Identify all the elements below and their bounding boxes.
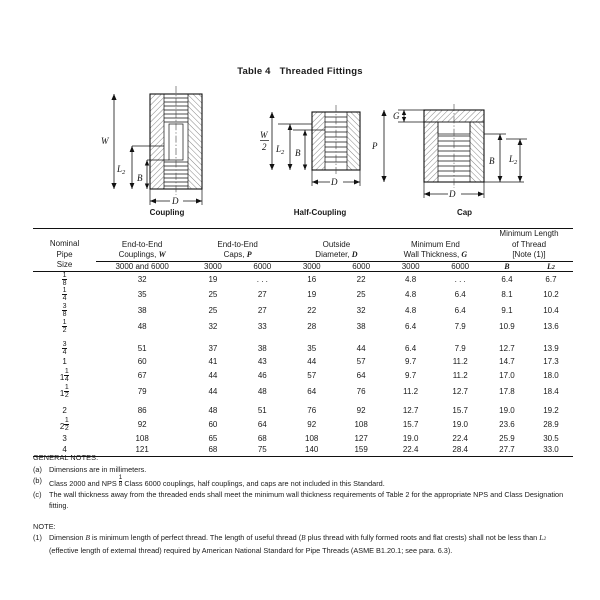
- cell-p6000: 75: [257, 445, 267, 455]
- cell-l2: 28.9: [543, 420, 559, 430]
- cell-nominal-size: 4: [62, 445, 67, 455]
- col-header-nominal-size: Nominal Pipe Size: [49, 239, 80, 269]
- subheader-couplings-3000-6000: 3000 and 6000: [115, 261, 169, 271]
- table-body: [33, 271, 573, 457]
- cell-w: 92: [137, 420, 147, 430]
- subheader-diameter-6000: 6000: [352, 261, 371, 271]
- page-title: [0, 66, 600, 77]
- cell-g6000: 11.2: [452, 371, 468, 380]
- cell-p6000: 68: [257, 433, 267, 443]
- dim-label-b: B: [295, 148, 301, 158]
- cell-w: 67: [137, 371, 147, 380]
- cell-g3000: 19.0: [402, 433, 419, 443]
- general-notes-heading: GENERAL NOTES:: [33, 453, 99, 462]
- general-note-c-mark: (c): [33, 490, 42, 500]
- general-note-a: [33, 464, 573, 475]
- cell-p6000: 38: [257, 343, 267, 353]
- cell-p3000: 19: [208, 274, 218, 284]
- cell-l2: 13.9: [543, 343, 559, 353]
- subheader-wall-3000: 3000: [401, 261, 420, 271]
- dim-label-2: 2: [262, 142, 267, 152]
- cell-p3000: 44: [208, 371, 218, 380]
- cell-nominal-size: $\frac{3}{8}$: [62, 303, 67, 319]
- table-row: [33, 341, 573, 357]
- cell-g3000: 15.7: [402, 420, 419, 430]
- cell-p6000: 48: [257, 386, 267, 396]
- cell-d3000: 35: [307, 343, 317, 353]
- dim-label-b: B: [489, 156, 495, 166]
- cell-g6000: 6.4: [454, 290, 466, 300]
- cell-l2: 18.4: [543, 386, 559, 396]
- cell-l2: 10.2: [543, 290, 559, 300]
- cell-b: 8.1: [501, 290, 513, 300]
- notes-section: [33, 452, 573, 556]
- cell-l2: 33.0: [543, 445, 559, 455]
- cell-d6000: 32: [356, 306, 366, 316]
- general-note-a-text: Dimensions are in millimeters.: [49, 464, 147, 474]
- cell-w: 38: [137, 306, 147, 316]
- cell-d3000: 16: [307, 274, 317, 284]
- subheader-thread-b: B: [504, 261, 510, 271]
- subheader-caps-3000: 3000: [204, 261, 222, 271]
- note-block: [33, 521, 573, 557]
- cell-nominal-size: 3: [62, 433, 67, 443]
- cell-g3000: 6.4: [405, 343, 417, 353]
- cell-p3000: 37: [208, 343, 218, 353]
- cell-b: 14.7: [499, 357, 515, 367]
- table-caption: Threaded Fittings: [279, 66, 363, 77]
- general-note-c-text: The wall thickness away from the threaded ends shall meet the minimum wall thickness requirements of Table 2 for the appropriate NPS and Class Designation fitting.: [49, 490, 564, 511]
- note-l2-symbol: L2: [539, 533, 547, 543]
- cell-p3000: 48: [208, 406, 218, 416]
- table-row: [33, 405, 573, 417]
- cell-nominal-size: $\frac{1}{2}$: [62, 318, 67, 334]
- col-header-outside-diameter: Outside Diameter, D: [287, 229, 386, 262]
- subheader-thread-l2: L2: [547, 261, 555, 271]
- cell-w: 32: [137, 274, 147, 284]
- cell-b: 10.9: [499, 321, 515, 331]
- col-header-end-to-end-caps: End-to-End Caps, P: [188, 229, 287, 262]
- cell-d3000: 140: [305, 445, 319, 455]
- cell-g6000: 28.4: [452, 445, 468, 455]
- cell-b: 17.0: [499, 371, 515, 380]
- table-row: [33, 384, 573, 400]
- cell-g6000: 7.9: [454, 321, 466, 331]
- cell-g6000: 22.4: [452, 433, 468, 443]
- cell-g6000: . . .: [454, 274, 466, 284]
- figure-coupling: [92, 84, 242, 224]
- cell-l2: 19.2: [543, 406, 559, 416]
- cell-g6000: 15.7: [452, 406, 468, 416]
- cell-nominal-size: $\frac{1}{8}$: [62, 271, 67, 287]
- cell-d6000: 44: [356, 343, 366, 353]
- note-1: [33, 532, 573, 556]
- cell-d6000: 64: [356, 371, 366, 380]
- coupling-drawing: [92, 84, 242, 208]
- table-number: Table 4: [237, 66, 271, 77]
- cell-nominal-size: $\frac{1}{4}$: [62, 287, 67, 303]
- cell-g6000: 6.4: [454, 306, 466, 316]
- table-row: [33, 271, 573, 287]
- cell-g6000: 11.2: [452, 357, 468, 367]
- cell-p6000: 43: [257, 357, 267, 367]
- note-1-text: Dimension B is minimum length of perfect thread. The length of useful thread (B plus thread with fully formed roots and flat crests) shall not be less than L2 (effective length of external thread) required by American National Standard for Pipe Threads (ASME B1.20.1; see para. 6.3).: [49, 533, 547, 556]
- general-note-a-mark: (a): [33, 464, 42, 474]
- dim-label-l2: $L_2$: [276, 144, 285, 156]
- cell-d3000: 22: [307, 306, 317, 316]
- cell-p6000: 27: [257, 290, 267, 300]
- cell-w: 121: [135, 445, 149, 455]
- cell-p3000: 68: [208, 445, 218, 455]
- col-header-end-to-end-couplings: End-to-End Couplings, W: [96, 229, 188, 262]
- cell-l2: 10.4: [543, 306, 559, 316]
- cell-d3000: 108: [305, 433, 319, 443]
- note-heading: NOTE:: [33, 521, 56, 531]
- cell-b: 27.7: [499, 445, 515, 455]
- cell-d6000: 76: [356, 386, 366, 396]
- cell-p3000: 60: [208, 420, 218, 430]
- table-row: [33, 417, 573, 433]
- cell-w: 108: [135, 433, 149, 443]
- cell-d3000: 44: [307, 357, 317, 367]
- cell-d3000: 28: [307, 321, 317, 331]
- general-note-b: [33, 475, 573, 489]
- subheader-caps-6000: 6000: [253, 261, 272, 271]
- cell-d6000: 108: [354, 420, 368, 430]
- cell-p6000: 27: [257, 306, 267, 316]
- cell-nominal-size: 2: [62, 406, 67, 416]
- cell-d6000: 92: [356, 406, 366, 416]
- cell-d6000: 127: [354, 433, 368, 443]
- dim-label-g: G: [393, 111, 400, 121]
- cell-g3000: 11.2: [403, 386, 419, 396]
- cell-l2: 6.7: [545, 274, 557, 284]
- note-1-mark: (1): [33, 533, 42, 543]
- table-row: [33, 319, 573, 335]
- col-header-min-length-of-thread: Minimum Length of Thread [Note (1)]: [485, 229, 573, 262]
- cell-nominal-size: 2 $\frac{1}{2}$: [59, 417, 69, 433]
- cell-d6000: 25: [356, 290, 366, 300]
- fraction-one-eighth: $\frac{1}{8}$: [118, 474, 123, 489]
- dim-label-l2: $L_2$: [117, 164, 126, 176]
- cell-nominal-size: 1 $\frac{1}{4}$: [59, 367, 69, 383]
- cell-l2: 18.0: [543, 371, 559, 380]
- cell-w: 79: [137, 386, 147, 396]
- table-row: [33, 433, 573, 445]
- cell-w: 51: [137, 343, 147, 353]
- cell-b: 17.8: [499, 386, 515, 396]
- cell-g3000: 6.4: [405, 321, 417, 331]
- subheader-diameter-3000: 3000: [302, 261, 321, 271]
- table-row: [33, 368, 573, 384]
- figure-caption-half-coupling: Half-Coupling: [293, 208, 347, 217]
- cell-l2: 13.6: [543, 321, 559, 331]
- cell-w: 86: [137, 406, 147, 416]
- cell-b: 9.1: [501, 306, 513, 316]
- cell-b: 19.0: [499, 406, 515, 416]
- cell-p6000: 64: [257, 420, 267, 430]
- cap-drawing: [372, 84, 557, 208]
- dim-label-p: P: [372, 141, 378, 151]
- cell-g3000: 12.7: [402, 406, 419, 416]
- threaded-fittings-table: [33, 228, 573, 457]
- figure-cap: [372, 84, 557, 224]
- cell-l2: 17.3: [543, 357, 559, 367]
- cell-d6000: 38: [356, 321, 366, 331]
- figure-caption-cap: Cap: [456, 208, 473, 217]
- general-note-b-text: Class 2000 and NPS $\frac{1}{8}$ Class 6000 couplings, half couplings, and caps are not included in this Standard.: [49, 474, 385, 489]
- half-coupling-drawing: [260, 84, 380, 208]
- cell-g6000: 7.9: [454, 343, 466, 353]
- cell-p6000: 51: [257, 406, 267, 416]
- cell-d3000: 57: [307, 371, 317, 380]
- table-row: [33, 303, 573, 319]
- table-row: [33, 356, 573, 368]
- general-note-c: [33, 489, 573, 511]
- cell-d3000: 92: [307, 420, 317, 430]
- cell-b: 25.9: [499, 433, 515, 443]
- dim-label-l2: $L_2$: [509, 154, 518, 166]
- subheader-wall-6000: 6000: [451, 261, 470, 271]
- dim-label-w: W: [101, 136, 109, 146]
- cell-nominal-size: $\frac{3}{4}$: [62, 340, 67, 356]
- figure-half-coupling: [260, 84, 380, 224]
- cell-w: 60: [137, 357, 147, 367]
- cell-b: 6.4: [501, 274, 513, 284]
- cell-p3000: 44: [208, 386, 218, 396]
- figure-caption-coupling: Coupling: [149, 208, 185, 217]
- cell-g3000: 4.8: [405, 306, 417, 316]
- cell-d6000: 57: [356, 357, 366, 367]
- cell-d6000: 22: [356, 274, 366, 284]
- data-table-container: [33, 228, 573, 457]
- general-note-b-mark: (b): [33, 476, 42, 486]
- cell-b: 12.7: [499, 343, 515, 353]
- table-row: [33, 287, 573, 303]
- cell-nominal-size: 1 $\frac{1}{2}$: [59, 383, 69, 399]
- cell-p6000: 33: [257, 321, 267, 331]
- dim-label-b: B: [137, 173, 143, 183]
- cell-g3000: 9.7: [405, 371, 417, 380]
- cell-g6000: 12.7: [452, 386, 468, 396]
- cell-p3000: 65: [208, 433, 218, 443]
- cell-g6000: 19.0: [452, 420, 468, 430]
- cell-g3000: 4.8: [405, 274, 417, 284]
- cell-g3000: 4.8: [405, 290, 417, 300]
- cell-d3000: 64: [307, 386, 317, 396]
- dim-label-d: D: [172, 196, 179, 206]
- cell-d3000: 76: [307, 406, 317, 416]
- cell-p3000: 25: [208, 306, 218, 316]
- cell-p3000: 25: [208, 290, 218, 300]
- dim-label-w: W: [260, 130, 268, 140]
- dim-label-d: D: [331, 177, 338, 187]
- cell-p6000: 46: [257, 371, 267, 380]
- cell-l2: 30.5: [543, 433, 559, 443]
- dim-label-d: D: [449, 189, 456, 199]
- cell-b: 23.6: [499, 420, 515, 430]
- cell-g3000: 22.4: [402, 445, 419, 455]
- cell-p6000: . . .: [256, 274, 268, 284]
- cell-d3000: 19: [307, 290, 317, 300]
- cell-nominal-size: 1: [62, 357, 67, 367]
- cell-d6000: 159: [354, 445, 368, 455]
- col-header-min-end-wall-thickness: Minimum End Wall Thickness, G: [386, 229, 485, 262]
- cell-g3000: 9.7: [405, 357, 417, 367]
- cell-w: 48: [137, 321, 147, 331]
- cell-w: 35: [137, 290, 147, 300]
- cell-p3000: 32: [208, 321, 218, 331]
- figure-strip: [32, 84, 572, 224]
- cell-p3000: 41: [208, 357, 218, 367]
